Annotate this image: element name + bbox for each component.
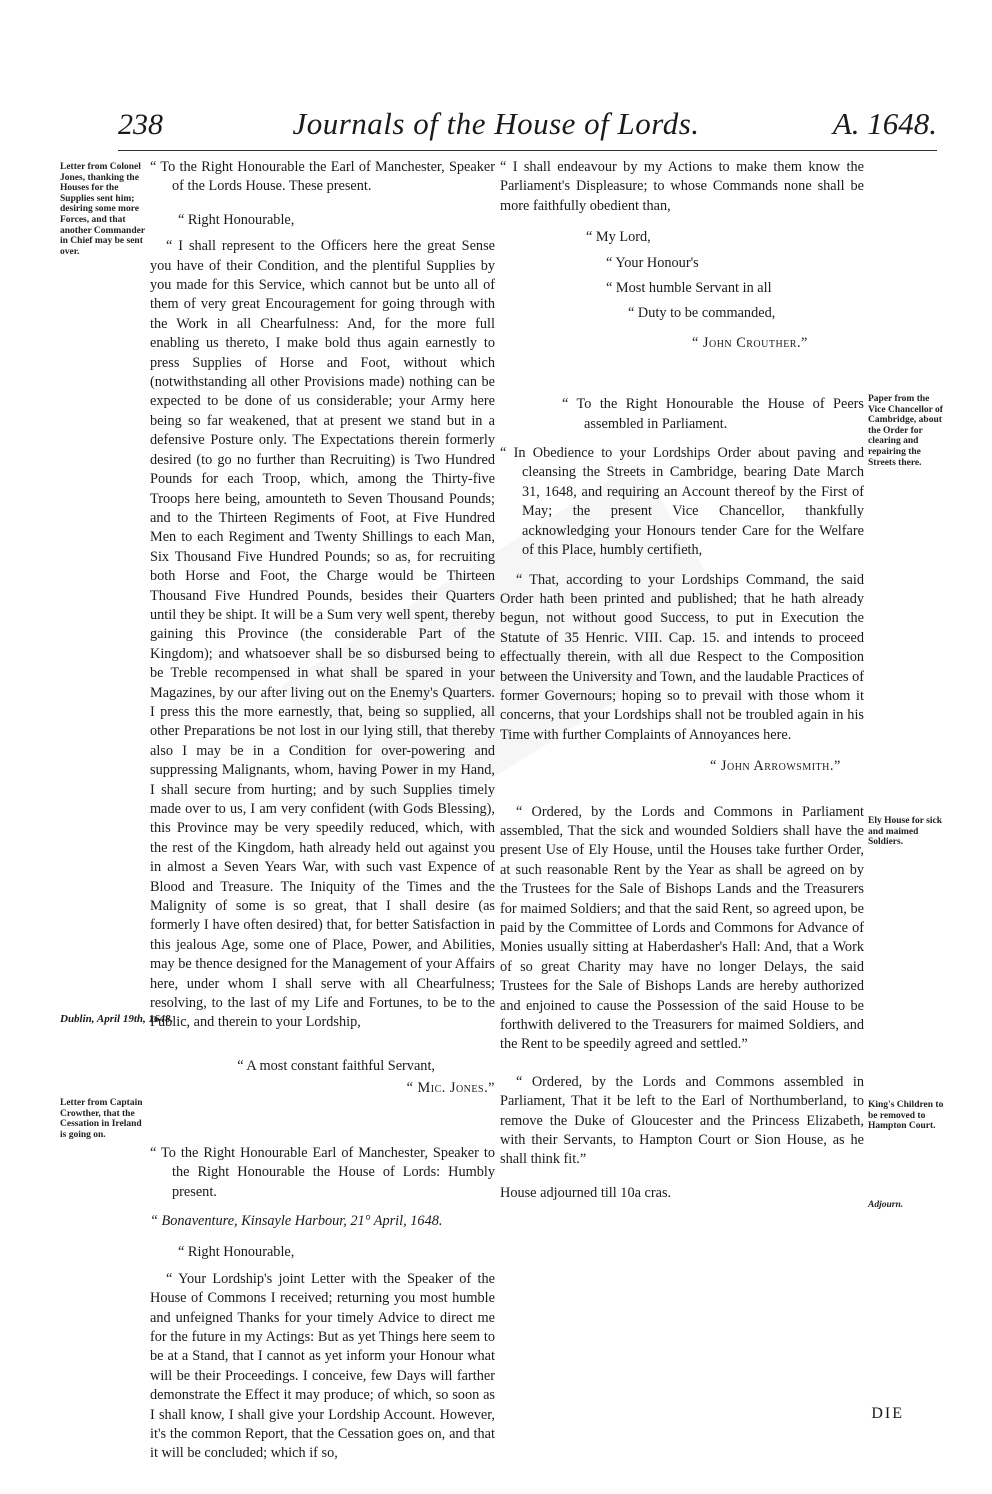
margin-note-ely-house: Ely House for sick and maimed Soldiers. [868,816,942,848]
right-column [500,158,864,1203]
adjourned-line: House adjourned till 10a cras. [500,1184,672,1201]
crowther-continued: “ I shall endeavour by my Actions to make them know the Parliament's Displeasure; to whose Commands none shall be more faithfully obedient than, [500,159,864,214]
vc-address: “ To the Right Honourable the House of Peers assembled in Parliament. [562,396,864,432]
jones-closing: “ A most constant faithful Servant, [237,1057,435,1074]
margin-note-kings-children: King's Children to be removed to Hampton Court. [868,1100,944,1132]
header-rule [118,150,937,151]
catchword: DIE [871,1405,904,1422]
jones-address: “ To the Right Honourable the Earl of Manchester, Speaker of the Lords House. These present. [150,159,495,195]
page-title: Journals of the House of Lords. [292,106,700,141]
crowther-duty-line: “ Duty to be commanded, [628,305,776,322]
page-number: 238 [118,108,163,141]
order-ely-house: “ Ordered, by the Lords and Commons in Parliament assembled, That the sick and wounded Soldiers shall have the present Use of Ely House, until the Houses take further Order, at such reasonable Rent by the Year as shall be agreed on by the Trustees for the Sale of Bishops Lands and the Treasurers for maimed Soldiers; and that the said Rent, so agreed upon, be paid by the Committee of Lords and Commons for Advance of Monies usually sitting at Haberdasher's Hall: And, that a Work of so great Charity may have no longer Delays, the said Trustees for the Sale of Bishops Lands are hereby authorized and enjoined to cause the Possession of the said House to be forthwith delivered to the Treasurers for maimed Soldiers, and the Rent to be speedily agreed and settled.” [500,803,864,1053]
jones-letter-body: “ I shall represent to the Officers here the great Sense you have of their Condition, and the plentiful Supplies by you made for this Service, which cannot but be unto all of them of very great Encouragement for going through with the Work in all Chearfulness: And, for the more full enabling us thereto, I make bold thus again earnestly to press Supplies of Horse and Foot, without which (notwithstanding all other Provisions made) nothing can be expected to be done of us considerable; your Army here being so far weakened, that at present we stand but in a defensive Posture only. The Expectations therein formerly desired (to go no further than Recruiting) is Two Hundred Pounds for each Troop, which, among the Thirty-five Troops here being, amounteth to Seven Thousand Pounds; and to the Thirteen Regiments of Foot, at Five Hundred Men to each Regiment and Twenty Shillings to each Man, Six Thousand Five Hundred Pounds; so as, for recruiting both Horse and Foot, the Charge would be Thirteen Thousand Five Hundred Pounds, besides their Quarters until they be shipt. It will be a Sum very well spent, thereby gaining this Province (the considerable Part of the Kingdom); and whatsoever shall be so disbursed being to be Treble recompensed in what shall be spared in your Magazines, by our after living out on the Enemy's Quarters. I press this the more earnestly, that, being so supplied, all other Preparations be not lost in our lying still, that thereby also I may be in a Condition for over-powering and suppressing Malignants, whom, having Power in my Hand, I shall secure from hurting; and by such Supplies timely made over to us, I am very confident (with Gods Blessing), this Province may be very speedily reduced, which, with the rest of the Kingdom, hath already held out against you in almost a Seven Years War, with such vast Expence of Blood and Treasure. The Iniquity of the Times and the Malignity of some is so great, that I shall desire (as formerly I have often desired) that, for better Satisfaction in this jealous Age, some one of Place, Power, and Abilities, may be thence designed for the Management of your Affairs here, under whom I shall serve with all Chearfulness; resolving, to the last of my Life and Fortunes, to be to the Public, and therein to your Lordship, [150,238,495,1031]
page-year: A. 1648. [832,106,937,141]
crowther-dateline: “ Bonaventure, Kinsayle Harbour, 21° April, 1648. [150,1212,443,1229]
order-kings-children: “ Ordered, by the Lords and Commons assembled in Parliament, That it be left to the Earl of Northumberland, to remove the Duke of Gloucester and the Princess Elizabeth, with their Servants, to Hampton Court or Sion House, as he shall think fit.” [500,1073,864,1168]
jones-signature: “ Mic. Jones.” [406,1080,495,1097]
crowther-your-honours: “ Your Honour's [606,254,699,271]
crowther-signature: “ John Crouther.” [692,334,808,351]
vc-intro: “ In Obedience to your Lordships Order about paving and cleansing the Streets in Cambridge, bearing Date March 31, 1648, and requiring an Account thereof by the First of May; the present Vice Chancellor, thankfully acknowledging your Honours tender Care for the Welfare of this Place, humbly certifieth, [500,445,864,559]
margin-note-jones: Letter from Colonel Jones, thanking the Houses for the Supplies sent him; desiring some more Forces, and that another Commander in Chief may be sent over. [60,162,145,257]
margin-note-vice-chancellor: Paper from the Vice Chancellor of Cambridge, about the Order for clearing and repairing the Streets there. [868,394,943,468]
vc-signature: “ John Arrowsmith.” [710,758,841,775]
margin-note-crowther: Letter from Captain Crowther, that the Cessation in Ireland is going on. [60,1098,143,1140]
crowther-salutation: “ Right Honourable, [178,1244,295,1261]
vc-body: “ That, according to your Lordships Command, the said Order hath been printed and published; that he hath already begun, not without good Success, to put in Execution the Statute of 35 Henric. VIII. Cap. 15. and intends to proceed effectually therein, with all due Respect to the Composition between the University and Town, and the laudable Practices of former Governours; hoping so to prevail with those whom it concerns, that your Lordships shall not be troubled again in his Time with further Complaints of Annoyances here. [500,571,864,743]
jones-salutation: “ Right Honourable, [178,211,295,228]
crowther-address: “ To the Right Honourable Earl of Manchester, Speaker to the Right Honourable the House of Lords: Humbly present. [150,1144,495,1200]
crowther-letter-body: “ Your Lordship's joint Letter with the Speaker of the House of Commons I received; returning you most humble and unfeigned Thanks for your timely Advice to direct me for the future in my Actings: But as yet Things here seem to be at a Stand, that I cannot as yet inform your Honour what will be their Proceedings. I conceive, few Days will farther demonstrate the Effect it may produce; of which, so soon as I shall know, I shall give your Lordship Account. However, it's the common Report, that the Cessation goes on, and that it will be concluded; which if so, [150,1270,495,1462]
jones-place-date: Dublin, April 19th, 1648. [60,1013,174,1025]
crowther-my-lord: “ My Lord, [586,229,651,246]
left-column [150,158,495,1464]
margin-note-adjourn: Adjourn. [868,1200,904,1210]
crowther-servant-line: “ Most humble Servant in all [606,280,772,297]
